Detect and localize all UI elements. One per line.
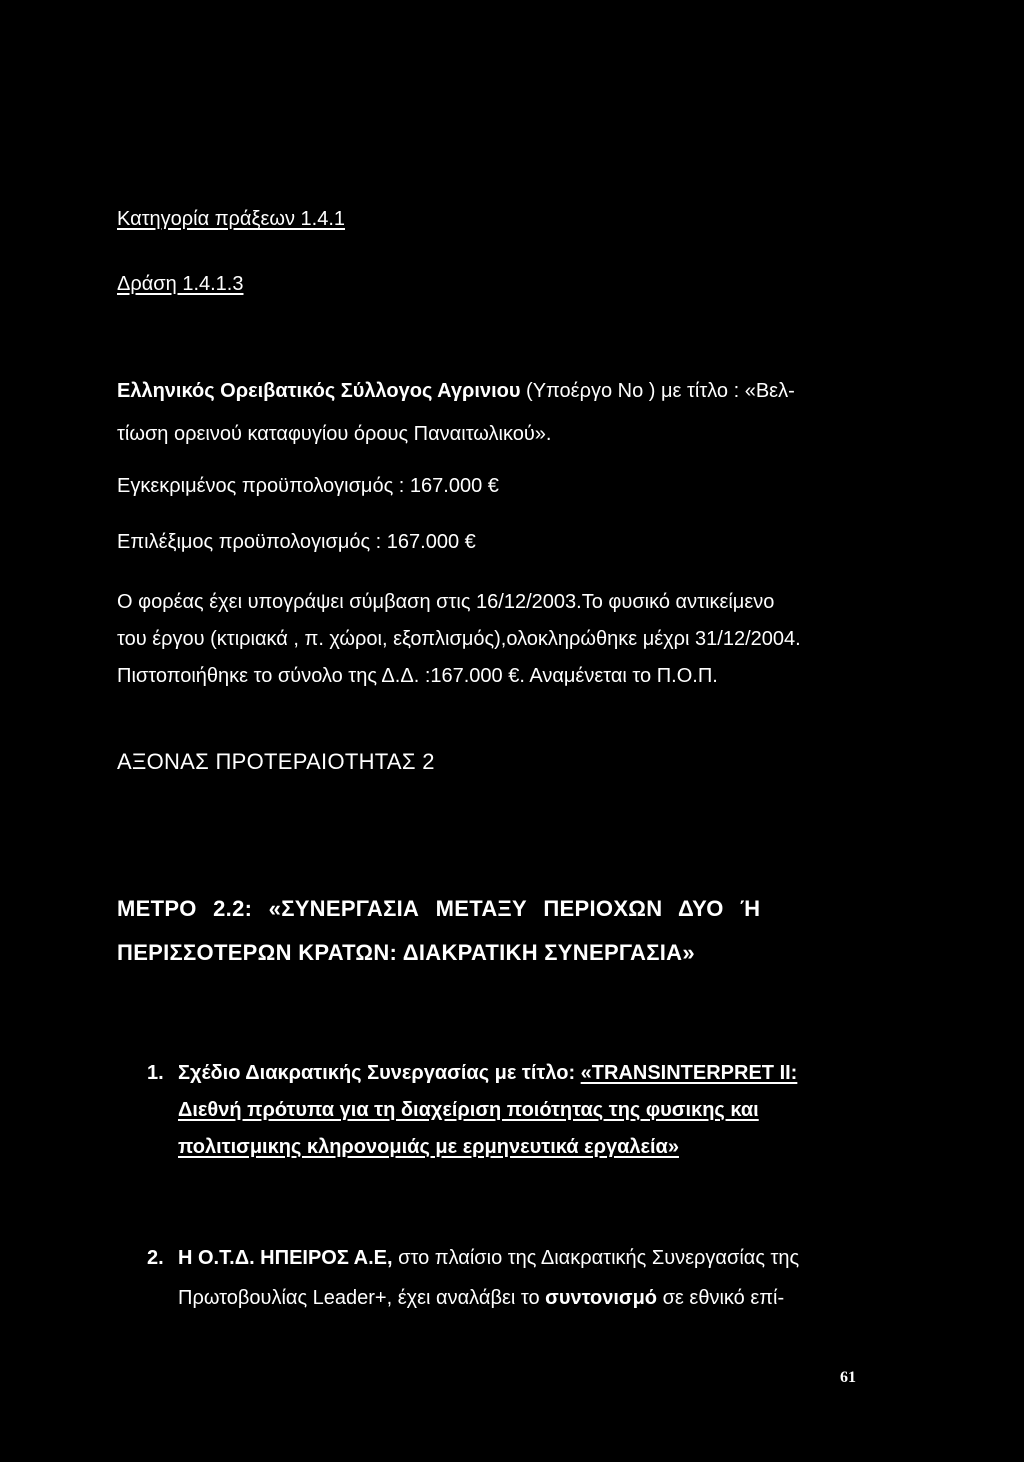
action-heading: Δράση 1.4.1.3 (117, 273, 244, 295)
organization-ote-ipeiros: Η Ο.Τ.Δ. ΗΠΕΙΡΟΣ Α.Ε, (178, 1247, 393, 1269)
contract-paragraph-line-1: Ο φορέας έχει υπογράψει σύμβαση στις 16/12/2003.Το φυσικό αντικείμενο (117, 591, 775, 613)
eligible-budget: Επιλέξιμος προϋπολογισμός : 167.000 € (117, 531, 476, 553)
measure-heading-line-2: ΠΕΡΙΣΣΟΤΕΡΩΝ ΚΡΑΤΩΝ: ΔΙΑΚΡΑΤΙΚΗ ΣΥΝΕΡΓΑΣΙΑ» (117, 940, 695, 965)
list-item-1-prefix: Σχέδιο Διακρατικής Συνεργασίας με τίτλο: (178, 1062, 581, 1084)
page-number: 61 (840, 1369, 856, 1386)
contract-paragraph-line-2: του έργου (κτιριακά , π. χώροι, εξοπλισμός),ολοκληρώθηκε μέχρι 31/12/2004. (117, 628, 801, 650)
priority-axis-heading: ΑΞΟΝΑΣ ΠΡΟΤΕΡΑΙΟΤΗΤΑΣ 2 (117, 749, 435, 774)
list-item-1-line-2: Διεθνή πρότυπα για τη διαχείριση ποιότητας της φυσικης και (178, 1099, 759, 1121)
organization-name: Ελληνικός Ορειβατικός Σύλλογος Αγρινιου (117, 380, 521, 402)
list-item-2-line-2 (178, 1286, 784, 1310)
list-item-1-title-start: «TRANSINTERPRET II: (580, 1062, 798, 1084)
project-title-line-2: τίωση ορεινού καταφυγίου όρους Παναιτωλικού». (117, 423, 552, 445)
project-title-text: (Υποέργο Νο ) με τίτλο : «Βελ- (520, 380, 795, 402)
category-heading: Κατηγορία πράξεων 1.4.1 (117, 208, 346, 230)
list-item-2-text-b: σε εθνικό επί- (657, 1287, 785, 1309)
list-item-1-line-1 (178, 1061, 797, 1085)
list-item-1-number: 1. (147, 1062, 164, 1084)
contract-paragraph-line-3: Πιστοποιήθηκε το σύνολο της Δ.Δ. :167.000 €. Αναμένεται το Π.Ο.Π. (117, 665, 718, 687)
coordination-emphasis: συντονισμό (545, 1287, 658, 1309)
project-title-line-1 (117, 379, 867, 403)
list-item-1-line-3: πολιτισμικης κληρονομιάς με ερμηνευτικά εργαλεία» (178, 1136, 679, 1158)
list-item-2-text: στο πλαίσιο της Διακρατικής Συνεργασίας της (392, 1247, 800, 1269)
list-item-2-number: 2. (147, 1247, 164, 1269)
list-item-2-text-a: Πρωτοβουλίας Leader+, έχει αναλάβει το (178, 1287, 546, 1309)
measure-heading-line-1: ΜΕΤΡΟ 2.2: «ΣΥΝΕΡΓΑΣΙΑ ΜΕΤΑΞΥ ΠΕΡΙΟΧΩΝ ΔΥΟ Ή (117, 896, 761, 921)
approved-budget: Εγκεκριμένος προϋπολογισμός : 167.000 € (117, 475, 499, 497)
list-item-2-line-1 (178, 1246, 799, 1270)
